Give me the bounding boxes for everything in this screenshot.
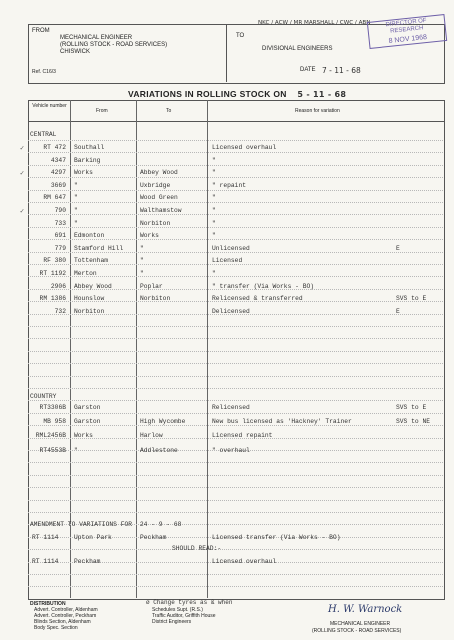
row-guide-line (28, 152, 443, 153)
vehicle-number: RT4553B (39, 446, 66, 454)
vehicle-number: RM 1386 (39, 295, 66, 303)
to-line: DIVISIONAL ENGINEERS (262, 46, 333, 52)
row-guide-line (28, 239, 443, 240)
vehicle-number: MB 958 (43, 418, 66, 426)
vehicle-number: 4347 (50, 156, 66, 164)
amend-to-1: Peckham (140, 534, 167, 541)
sign-subtitle: (ROLLING STOCK - ROAD SERVICES) (312, 628, 402, 634)
row-guide-line (28, 487, 443, 488)
col-divider-to (207, 100, 208, 598)
from-depot: Garston (74, 404, 101, 411)
header-divider (226, 24, 227, 82)
from-depot: " (74, 207, 78, 214)
reason-text: Licensed overhaul (212, 144, 277, 151)
note-symbol: ø (146, 599, 154, 606)
allocation-note: E (396, 307, 400, 315)
row-guide-line (28, 400, 443, 401)
reason-text: Delicensed (212, 307, 250, 315)
distribution-4: Body Spec. Section (34, 625, 78, 631)
amend-vehicle-1: RT 1114 (32, 534, 59, 541)
allocation-note: SVS to E (396, 295, 427, 303)
vehicle-number: 3669 (50, 181, 66, 189)
from-depot: Works (74, 432, 93, 440)
row-guide-line (28, 500, 443, 501)
amendment-label: AMENDMENT TO VARIATIONS FOR (30, 521, 133, 528)
section-amendment (30, 521, 181, 528)
to-depot: Walthamstow (140, 207, 182, 214)
row-guide-line (28, 425, 443, 426)
amend-from-1: Upton Park (74, 534, 112, 541)
to-depot: High Wycombe (140, 418, 186, 426)
row-guide-line (28, 202, 443, 203)
row-guide-line (28, 549, 443, 550)
row-guide-line (28, 475, 443, 476)
from-depot: Garston (74, 418, 101, 426)
row-guide-line (28, 165, 443, 166)
reason-text: Relicensed (212, 404, 250, 411)
tick-mark: ✓ (20, 208, 25, 216)
amend-from-2: Peckham (74, 558, 101, 565)
should-read: SHOULD READ:- (172, 545, 222, 552)
reason-text: " (212, 219, 216, 227)
reason-text: " (212, 156, 216, 164)
to-depot: Norbiton (140, 295, 171, 303)
row-guide-line (28, 574, 443, 575)
to-handwritten: NKC / ACW / MR MARSHALL / CWC / ABN (258, 20, 371, 26)
to-depot: Norbiton (140, 219, 171, 227)
row-guide-line (28, 227, 443, 228)
vehicle-number: 733 (54, 219, 66, 227)
from-depot: Works (74, 169, 93, 177)
from-depot: Edmonton (74, 232, 105, 240)
reason-text: " (212, 194, 216, 202)
vehicle-number: 779 (54, 244, 66, 252)
from-depot: Merton (74, 270, 97, 277)
col-header-to: To (166, 108, 172, 114)
vehicle-number: RT 1192 (39, 270, 66, 277)
from-depot: Abbey Wood (74, 282, 112, 290)
distribution-1: Advert. Controller, Aldenham (34, 607, 98, 613)
reason-text: Licensed repaint (212, 432, 273, 440)
row-guide-line (28, 351, 443, 352)
distribution-3: Blinds Section, Aldenham (34, 619, 91, 625)
from-depot: Norbiton (74, 307, 105, 315)
tick-mark: ✓ (20, 145, 25, 153)
row-guide-line (28, 586, 443, 587)
row-guide-line (28, 462, 443, 463)
to-depot: Wood Green (140, 194, 178, 202)
date-value: 7 - 11 - 68 (322, 66, 361, 75)
row-guide-line (28, 177, 443, 178)
title-date: 5 - 11 - 68 (297, 90, 347, 99)
vehicle-number: RT3306B (39, 404, 66, 411)
row-guide-line (28, 363, 443, 364)
col-header-from: From (96, 108, 108, 114)
row-guide-line (28, 413, 443, 414)
to-depot: Works (140, 232, 159, 240)
col-header-vehicle: Vehicle number (32, 103, 67, 109)
from-depot: Southall (74, 144, 105, 151)
vehicle-number: RT 472 (43, 144, 66, 151)
from-depot: " (74, 181, 78, 189)
from-depot: " (74, 219, 78, 227)
section-country: COUNTRY (30, 393, 57, 400)
vehicle-number: 4297 (50, 169, 66, 177)
row-guide-line (28, 376, 443, 377)
reason-text: Unlicensed (212, 244, 250, 252)
reason-text: " (212, 169, 216, 177)
from-line-2: (ROLLING STOCK - ROAD SERVICES) (60, 42, 168, 48)
allocation-note: SVS to E (396, 404, 427, 411)
row-guide-line (28, 190, 443, 191)
allocation-note: E (396, 244, 400, 252)
from-depot: " (74, 194, 78, 202)
from-depot: Tottenham (74, 257, 109, 265)
title-text: VARIATIONS IN ROLLING STOCK ON (128, 89, 287, 99)
row-guide-line (28, 388, 443, 389)
reason-text: " (212, 270, 216, 277)
to-depot: Addlestone (140, 446, 178, 454)
from-depot: Barking (74, 156, 101, 164)
from-line-3: CHISWICK (60, 49, 90, 55)
header-row-bottom (28, 121, 444, 122)
vehicle-number: RML2456B (35, 432, 66, 440)
amend-reason-2: Licensed overhaul (212, 558, 277, 565)
stamp-line-1: DIRECTOR OF RESEARCH (385, 17, 427, 35)
to-depot: Uxbridge (140, 181, 171, 189)
distribution-6: Traffic Auditor, Griffith House (152, 613, 216, 619)
section-central: CENTRAL (30, 131, 57, 138)
reason-text: Relicensed & transferred (212, 295, 303, 303)
amend-reason-1: Licensed transfer (Via Works - BO) (212, 534, 341, 541)
reason-text: " (212, 207, 216, 214)
reference: Ref. C16/3 (32, 69, 56, 75)
vehicle-number: 2906 (50, 282, 66, 290)
vehicle-number: 790 (54, 207, 66, 214)
from-line-1: MECHANICAL ENGINEER (60, 35, 133, 41)
distribution-title: DISTRIBUTION (30, 601, 66, 607)
date-label: DATE (300, 67, 316, 73)
signature: H. W. Warnock (328, 604, 403, 615)
row-guide-line (28, 512, 443, 513)
row-guide-line (28, 214, 443, 215)
to-label: TO (236, 33, 245, 39)
row-guide-line (28, 140, 443, 141)
vehicle-number: RF 380 (43, 257, 66, 265)
distribution-2: Advert. Controller, Peckham (34, 613, 97, 619)
to-depot: Harlow (140, 432, 163, 440)
stamp-line-2: 8 NOV 1968 (388, 33, 428, 45)
reason-text: " repaint (212, 181, 247, 189)
note-text: Change tyres as & when (153, 599, 233, 606)
from-depot: Hounslow (74, 295, 105, 303)
tick-mark: ✓ (20, 170, 25, 179)
vehicle-number: 732 (54, 307, 66, 315)
distribution-5: Schedules Supt. (R.S.) (152, 607, 203, 613)
allocation-note: SVS to NE (396, 418, 431, 426)
from-depot: " (74, 446, 78, 454)
to-depot: " (140, 257, 144, 265)
from-depot: Stamford Hill (74, 244, 124, 252)
to-depot: " (140, 270, 144, 277)
row-guide-line (28, 326, 443, 327)
sign-title: MECHANICAL ENGINEER (330, 621, 391, 627)
to-depot: " (140, 244, 144, 252)
to-depot: Poplar (140, 282, 163, 290)
amend-vehicle-2: RT 1114 (32, 558, 59, 565)
reason-text: " overhaul (212, 446, 250, 454)
row-guide-line (28, 338, 443, 339)
page-title (128, 89, 346, 99)
reason-text: " (212, 232, 216, 240)
distribution-7: District Engineers (152, 619, 192, 625)
reason-text: " transfer (Via Works - BO) (212, 282, 315, 290)
col-header-reason: Reason for variation (295, 108, 340, 114)
reason-text: Licensed (212, 257, 243, 265)
tyre-note (146, 599, 232, 606)
vehicle-number: RM 647 (43, 194, 66, 202)
to-depot: Abbey Wood (140, 169, 178, 177)
amendment-date: 24 - 9 - 68 (139, 521, 182, 528)
reason-text: New bus licensed as 'Hackney' Trainer (212, 418, 352, 426)
vehicle-number: 691 (54, 232, 66, 240)
from-label: FROM (32, 28, 50, 34)
